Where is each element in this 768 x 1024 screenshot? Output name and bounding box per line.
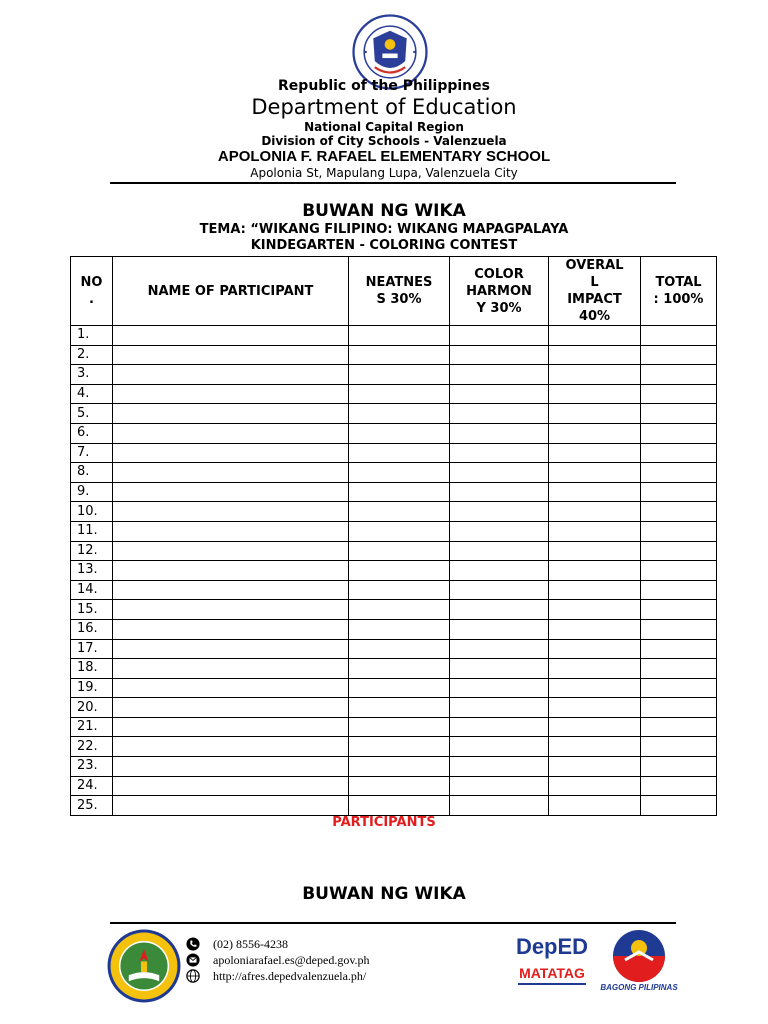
total-cell[interactable] xyxy=(641,717,717,737)
total-cell[interactable] xyxy=(641,796,717,816)
table-row xyxy=(71,482,717,502)
table-row xyxy=(71,757,717,777)
overall-impact-cell[interactable] xyxy=(549,384,641,404)
neatness-cell[interactable] xyxy=(349,796,450,816)
participant-name-cell[interactable] xyxy=(113,678,349,698)
participant-name-cell[interactable] xyxy=(113,345,349,365)
participant-name-cell[interactable] xyxy=(113,502,349,522)
row-number: 3. xyxy=(71,365,113,385)
department-line: Department of Education xyxy=(251,95,517,119)
table-row xyxy=(71,365,717,385)
total-cell[interactable] xyxy=(641,482,717,502)
participants-label: PARTICIPANTS xyxy=(332,815,436,830)
svg-text:BAGONG PILIPINAS: BAGONG PILIPINAS xyxy=(600,983,678,992)
participant-name-cell[interactable] xyxy=(113,326,349,346)
table-row xyxy=(71,541,717,561)
overall-impact-cell[interactable] xyxy=(549,443,641,463)
table-row xyxy=(71,502,717,522)
row-number: 5. xyxy=(71,404,113,424)
color-harmony-cell[interactable] xyxy=(450,541,549,561)
overall-impact-cell[interactable] xyxy=(549,600,641,620)
total-cell[interactable] xyxy=(641,463,717,483)
participant-name-cell[interactable] xyxy=(113,423,349,443)
participant-name-cell[interactable] xyxy=(113,698,349,718)
table-row xyxy=(71,404,717,424)
row-number: 15. xyxy=(71,600,113,620)
row-number: 4. xyxy=(71,384,113,404)
total-cell[interactable] xyxy=(641,757,717,777)
neatness-cell[interactable] xyxy=(349,502,450,522)
neatness-cell[interactable] xyxy=(349,463,450,483)
neatness-cell[interactable] xyxy=(349,580,450,600)
deped-matatag-logo xyxy=(512,928,592,990)
table-row xyxy=(71,776,717,796)
total-cell[interactable] xyxy=(641,502,717,522)
total-cell[interactable] xyxy=(641,776,717,796)
row-number: 13. xyxy=(71,561,113,581)
overall-impact-cell[interactable] xyxy=(549,502,641,522)
color-harmony-cell[interactable] xyxy=(450,698,549,718)
bagong-pilipinas-logo xyxy=(600,924,678,994)
participant-name-cell[interactable] xyxy=(113,384,349,404)
total-cell[interactable] xyxy=(641,384,717,404)
participant-name-cell[interactable] xyxy=(113,659,349,679)
phone-text: (02) 8556-4238 xyxy=(213,936,288,951)
total-cell[interactable] xyxy=(641,580,717,600)
row-number: 20. xyxy=(71,698,113,718)
table-row xyxy=(71,600,717,620)
row-number: 9. xyxy=(71,482,113,502)
neatness-cell[interactable] xyxy=(349,384,450,404)
row-number: 16. xyxy=(71,619,113,639)
participant-name-cell[interactable] xyxy=(113,365,349,385)
svg-text:MATATAG: MATATAG xyxy=(519,965,585,981)
overall-impact-cell[interactable] xyxy=(549,423,641,443)
participant-name-cell[interactable] xyxy=(113,737,349,757)
contact-email xyxy=(186,952,370,968)
overall-impact-cell[interactable] xyxy=(549,619,641,639)
overall-impact-cell[interactable] xyxy=(549,365,641,385)
table-header-row xyxy=(71,257,717,326)
color-harmony-cell[interactable] xyxy=(450,326,549,346)
scoring-table xyxy=(70,256,717,816)
header-neatness: NEATNES S 30% xyxy=(349,257,450,326)
header-no: NO . xyxy=(71,257,113,326)
color-harmony-cell[interactable] xyxy=(450,384,549,404)
table-row xyxy=(71,717,717,737)
table-row xyxy=(71,639,717,659)
republic-line: Republic of the Philippines xyxy=(278,78,490,94)
row-number: 8. xyxy=(71,463,113,483)
color-harmony-cell[interactable] xyxy=(450,502,549,522)
row-number: 7. xyxy=(71,443,113,463)
participant-name-cell[interactable] xyxy=(113,541,349,561)
row-number: 18. xyxy=(71,659,113,679)
total-cell[interactable] xyxy=(641,619,717,639)
total-cell[interactable] xyxy=(641,698,717,718)
table-row xyxy=(71,423,717,443)
row-number: 2. xyxy=(71,345,113,365)
table-row xyxy=(71,796,717,816)
row-number: 11. xyxy=(71,521,113,541)
color-harmony-cell[interactable] xyxy=(450,463,549,483)
total-cell[interactable] xyxy=(641,737,717,757)
row-number: 12. xyxy=(71,541,113,561)
row-number: 21. xyxy=(71,717,113,737)
participant-name-cell[interactable] xyxy=(113,521,349,541)
neatness-cell[interactable] xyxy=(349,678,450,698)
header-overall-impact: OVERAL L IMPACT 40% xyxy=(549,257,641,326)
website-text[interactable]: http://afres.depedvalenzuela.ph/ xyxy=(213,968,367,983)
participant-name-cell[interactable] xyxy=(113,776,349,796)
total-cell[interactable] xyxy=(641,365,717,385)
phone-icon xyxy=(186,937,200,951)
contest-subtitle: KINDEGARTEN - COLORING CONTEST xyxy=(250,238,518,253)
table-row xyxy=(71,659,717,679)
table-row xyxy=(71,678,717,698)
total-cell[interactable] xyxy=(641,404,717,424)
overall-impact-cell[interactable] xyxy=(549,463,641,483)
color-harmony-cell[interactable] xyxy=(450,482,549,502)
color-harmony-cell[interactable] xyxy=(450,345,549,365)
color-harmony-cell[interactable] xyxy=(450,521,549,541)
contact-website xyxy=(186,968,370,984)
neatness-cell[interactable] xyxy=(349,639,450,659)
table-row xyxy=(71,521,717,541)
table-row xyxy=(71,326,717,346)
overall-impact-cell[interactable] xyxy=(549,561,641,581)
overall-impact-cell[interactable] xyxy=(549,717,641,737)
header-total: TOTAL : 100% xyxy=(641,257,717,326)
participant-name-cell[interactable] xyxy=(113,600,349,620)
neatness-cell[interactable] xyxy=(349,659,450,679)
color-harmony-cell[interactable] xyxy=(450,757,549,777)
row-number: 14. xyxy=(71,580,113,600)
participant-name-cell[interactable] xyxy=(113,463,349,483)
email-text[interactable]: apoloniarafael.es@deped.gov.ph xyxy=(213,952,370,967)
footer-divider xyxy=(110,922,676,924)
table-row xyxy=(71,737,717,757)
participant-name-cell[interactable] xyxy=(113,796,349,816)
color-harmony-cell[interactable] xyxy=(450,404,549,424)
neatness-cell[interactable] xyxy=(349,776,450,796)
participant-name-cell[interactable] xyxy=(113,639,349,659)
overall-impact-cell[interactable] xyxy=(549,737,641,757)
row-number: 1. xyxy=(71,326,113,346)
row-number: 24. xyxy=(71,776,113,796)
color-harmony-cell[interactable] xyxy=(450,796,549,816)
total-cell[interactable] xyxy=(641,659,717,679)
total-cell[interactable] xyxy=(641,639,717,659)
neatness-cell[interactable] xyxy=(349,619,450,639)
overall-impact-cell[interactable] xyxy=(549,659,641,679)
color-harmony-cell[interactable] xyxy=(450,619,549,639)
overall-impact-cell[interactable] xyxy=(549,345,641,365)
neatness-cell[interactable] xyxy=(349,345,450,365)
overall-impact-cell[interactable] xyxy=(549,482,641,502)
neatness-cell[interactable] xyxy=(349,698,450,718)
neatness-cell[interactable] xyxy=(349,365,450,385)
color-harmony-cell[interactable] xyxy=(450,639,549,659)
row-number: 25. xyxy=(71,796,113,816)
division-line: Division of City Schools - Valenzuela xyxy=(261,134,507,148)
color-harmony-cell[interactable] xyxy=(450,365,549,385)
participant-name-cell[interactable] xyxy=(113,561,349,581)
overall-impact-cell[interactable] xyxy=(549,580,641,600)
overall-impact-cell[interactable] xyxy=(549,678,641,698)
neatness-cell[interactable] xyxy=(349,521,450,541)
table-row xyxy=(71,345,717,365)
overall-impact-cell[interactable] xyxy=(549,776,641,796)
participant-name-cell[interactable] xyxy=(113,619,349,639)
table-row xyxy=(71,580,717,600)
total-cell[interactable] xyxy=(641,541,717,561)
color-harmony-cell[interactable] xyxy=(450,659,549,679)
neatness-cell[interactable] xyxy=(349,561,450,581)
total-cell[interactable] xyxy=(641,443,717,463)
table-row xyxy=(71,698,717,718)
region-line: National Capital Region xyxy=(304,120,464,134)
neatness-cell[interactable] xyxy=(349,757,450,777)
table-row xyxy=(71,619,717,639)
overall-impact-cell[interactable] xyxy=(549,757,641,777)
total-cell[interactable] xyxy=(641,600,717,620)
overall-impact-cell[interactable] xyxy=(549,639,641,659)
color-harmony-cell[interactable] xyxy=(450,443,549,463)
table-row xyxy=(71,443,717,463)
theme-line: TEMA: “WIKANG FILIPINO: WIKANG MAPAGPALAYA xyxy=(199,222,569,237)
globe-icon xyxy=(186,969,200,983)
neatness-cell[interactable] xyxy=(349,717,450,737)
footer-title: BUWAN NG WIKA xyxy=(302,884,466,904)
table-row xyxy=(71,463,717,483)
participant-name-cell[interactable] xyxy=(113,717,349,737)
neatness-cell[interactable] xyxy=(349,404,450,424)
neatness-cell[interactable] xyxy=(349,600,450,620)
row-number: 10. xyxy=(71,502,113,522)
color-harmony-cell[interactable] xyxy=(450,600,549,620)
school-logo xyxy=(106,928,182,1004)
color-harmony-cell[interactable] xyxy=(450,678,549,698)
row-number: 23. xyxy=(71,757,113,777)
total-cell[interactable] xyxy=(641,521,717,541)
header-name: NAME OF PARTICIPANT xyxy=(113,257,349,326)
color-harmony-cell[interactable] xyxy=(450,776,549,796)
row-number: 19. xyxy=(71,678,113,698)
color-harmony-cell[interactable] xyxy=(450,580,549,600)
color-harmony-cell[interactable] xyxy=(450,561,549,581)
header-divider xyxy=(110,182,676,184)
row-number: 17. xyxy=(71,639,113,659)
row-number: 6. xyxy=(71,423,113,443)
school-name: APOLONIA F. RAFAEL ELEMENTARY SCHOOL xyxy=(217,148,551,165)
email-icon xyxy=(186,953,200,967)
total-cell[interactable] xyxy=(641,678,717,698)
color-harmony-cell[interactable] xyxy=(450,423,549,443)
total-cell[interactable] xyxy=(641,326,717,346)
table-row xyxy=(71,384,717,404)
overall-impact-cell[interactable] xyxy=(549,326,641,346)
total-cell[interactable] xyxy=(641,423,717,443)
header-color-harmony: COLOR HARMON Y 30% xyxy=(450,257,549,326)
neatness-cell[interactable] xyxy=(349,541,450,561)
overall-impact-cell[interactable] xyxy=(549,796,641,816)
neatness-cell[interactable] xyxy=(349,482,450,502)
overall-impact-cell[interactable] xyxy=(549,698,641,718)
page-title: BUWAN NG WIKA xyxy=(302,201,466,221)
participant-name-cell[interactable] xyxy=(113,404,349,424)
school-address: Apolonia St, Mapulang Lupa, Valenzuela City xyxy=(250,166,518,180)
svg-text:DepED: DepED xyxy=(515,934,589,959)
overall-impact-cell[interactable] xyxy=(549,404,641,424)
overall-impact-cell[interactable] xyxy=(549,521,641,541)
neatness-cell[interactable] xyxy=(349,423,450,443)
participant-name-cell[interactable] xyxy=(113,757,349,777)
neatness-cell[interactable] xyxy=(349,326,450,346)
neatness-cell[interactable] xyxy=(349,737,450,757)
color-harmony-cell[interactable] xyxy=(450,737,549,757)
total-cell[interactable] xyxy=(641,561,717,581)
table-row xyxy=(71,561,717,581)
contact-phone xyxy=(186,936,370,952)
overall-impact-cell[interactable] xyxy=(549,541,641,561)
participant-name-cell[interactable] xyxy=(113,580,349,600)
participant-name-cell[interactable] xyxy=(113,443,349,463)
contact-info xyxy=(186,936,370,984)
row-number: 22. xyxy=(71,737,113,757)
participant-name-cell[interactable] xyxy=(113,482,349,502)
neatness-cell[interactable] xyxy=(349,443,450,463)
color-harmony-cell[interactable] xyxy=(450,717,549,737)
total-cell[interactable] xyxy=(641,345,717,365)
